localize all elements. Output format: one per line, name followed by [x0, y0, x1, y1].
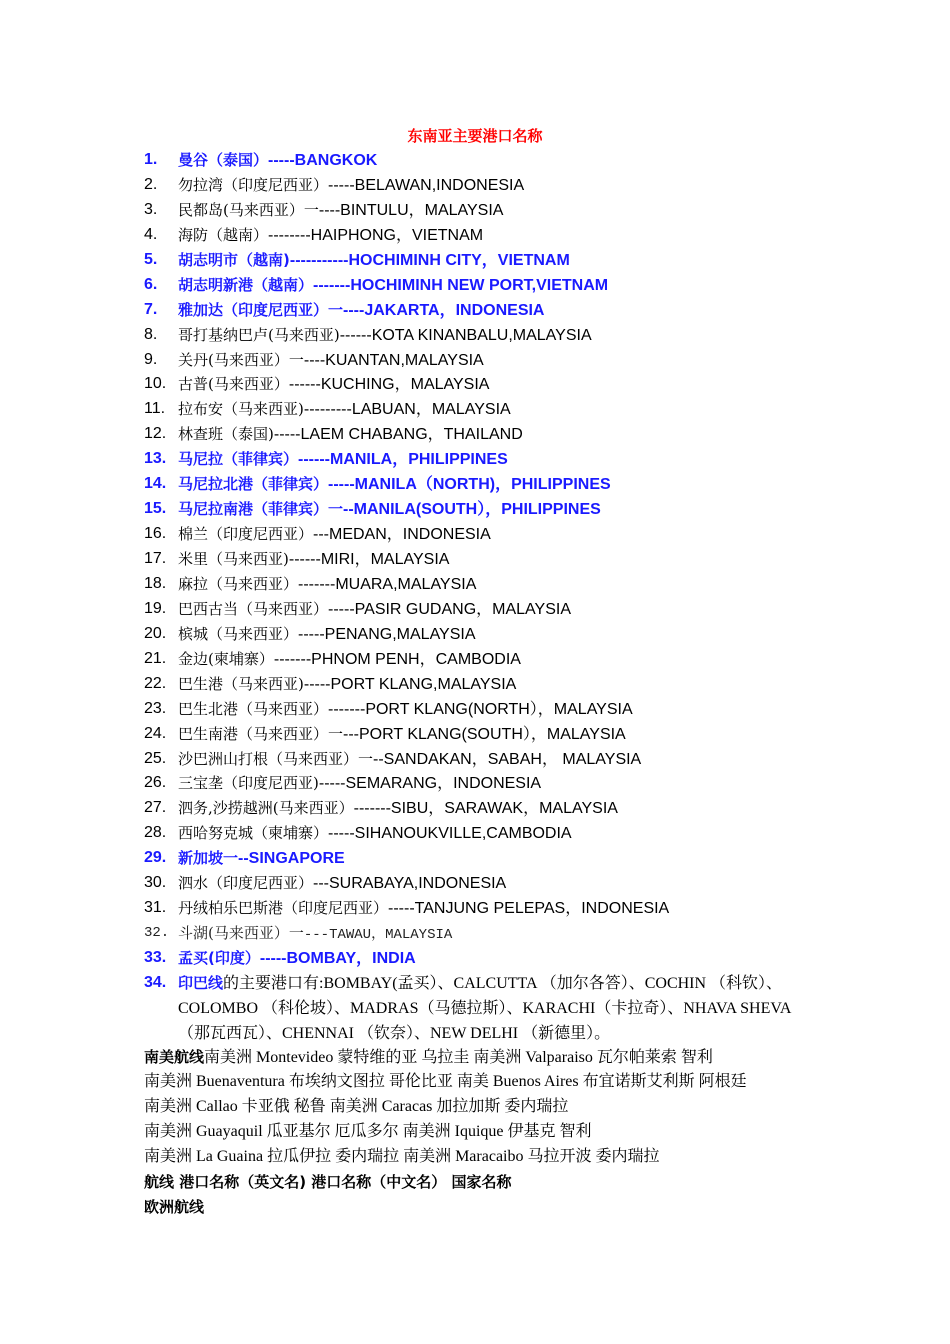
- port-name-en: -----------HOCHIMINH CITY，VIETNAM: [289, 251, 570, 269]
- port-name-zh: 三宝垄（印度尼西亚): [178, 774, 319, 793]
- port-name-en: -----MANILA（NORTH)，PHILIPPINES: [328, 476, 611, 494]
- list-item: [144, 472, 824, 497]
- item-text: [178, 472, 611, 498]
- item-number: 6.: [144, 275, 158, 293]
- item-number: 5.: [144, 250, 158, 268]
- port-name-zh: 民都岛(马来西亚）一: [178, 200, 319, 219]
- item-text: [178, 273, 608, 299]
- item-text: [178, 422, 523, 448]
- item-number: 17.: [144, 550, 167, 567]
- list-item: [144, 497, 824, 522]
- port-name-en: ---PORT KLANG(SOUTH），MALAYSIA: [343, 725, 626, 743]
- route-lines: [144, 1045, 844, 1220]
- port-name-zh: 新加坡一: [178, 849, 239, 868]
- list-item: [144, 447, 824, 472]
- port-name-zh: 泗水（印度尼西亚）: [178, 874, 314, 893]
- item-text: [178, 298, 545, 324]
- list-item: [144, 148, 824, 173]
- port-name-zh: 金边(柬埔寨）: [178, 649, 274, 668]
- route-heading: 印巴线: [178, 973, 224, 992]
- list-item: [144, 622, 824, 647]
- line-text: 南美洲 La Guaina 拉瓜伊拉 委内瑞拉 南美洲 Maracaibo 马拉开波 委内瑞拉: [144, 1147, 660, 1165]
- port-name-en: -------SIBU，SARAWAK，MALAYSIA: [353, 800, 618, 818]
- item-text: [178, 173, 524, 199]
- item-text: [178, 597, 571, 623]
- item-text: [178, 323, 592, 349]
- port-name-zh: 曼谷（泰国）: [178, 151, 269, 169]
- port-name-en: -----BOMBAY，INDIA: [259, 950, 416, 967]
- port-name-en: ----KUANTAN,MALAYSIA: [303, 351, 484, 369]
- list-item: [144, 198, 824, 223]
- port-name-en: ---MEDAN，INDONESIA: [313, 526, 491, 544]
- list-item: [144, 896, 824, 921]
- item-number: 7.: [144, 300, 158, 318]
- port-name-en: ------KUCHING，MALAYSIA: [288, 376, 490, 394]
- item-text: [178, 148, 377, 174]
- port-name-zh: 胡志明市（越南): [178, 250, 290, 269]
- item-text: [178, 846, 345, 872]
- item-text: [178, 771, 541, 797]
- text-line: [144, 1095, 844, 1120]
- port-name-zh: 关丹(马来西亚）一: [178, 350, 304, 369]
- list-item: [144, 372, 824, 397]
- port-name-en: -------PORT KLANG(NORTH），MALAYSIA: [328, 700, 633, 718]
- text-line: [144, 1145, 844, 1170]
- item-number: 13.: [144, 450, 167, 468]
- item-number: 21.: [144, 649, 167, 667]
- port-name-en: ---SURABAYA,INDONESIA: [313, 875, 507, 893]
- item-number: 22.: [144, 674, 167, 692]
- line-text: 南美洲 Buenaventura 布埃纳文图拉 哥伦比亚 南美 Buenos Aires 布宜诺斯艾利斯 阿根廷: [144, 1072, 747, 1090]
- item-text: [178, 348, 484, 374]
- item-number: 2.: [144, 175, 158, 193]
- port-name-zh: 丹绒柏乐巴斯港（印度尼西亚）: [178, 899, 389, 918]
- port-list: [144, 148, 824, 1047]
- port-name-en: --MANILA(SOUTH），PHILIPPINES: [343, 501, 601, 519]
- item-text: [178, 871, 506, 897]
- item-text: [178, 896, 669, 922]
- port-name-zh: 孟买(印度）: [178, 949, 260, 967]
- item-number: 20.: [144, 624, 167, 642]
- port-name-zh: 西哈努克城（柬埔寨）: [178, 824, 329, 843]
- line-text: 南美洲 Guayaquil 瓜亚基尔 厄瓜多尔 南美洲 Iquique 伊基克 智利: [144, 1122, 592, 1140]
- item-text: [178, 946, 416, 972]
- item-text: [178, 622, 476, 648]
- list-item: [144, 946, 824, 971]
- port-name-en: ------MANILA，PHILIPPINES: [298, 451, 508, 469]
- port-name-zh: 麻拉（马来西亚）: [178, 574, 299, 593]
- port-name-zh: 马尼拉（菲律宾）: [178, 450, 299, 469]
- list-item: [144, 821, 824, 846]
- item-text: [178, 223, 483, 249]
- port-name-en: -----PASIR GUDANG，MALAYSIA: [328, 600, 572, 618]
- port-name-zh: 巴生南港（马来西亚）一: [178, 724, 344, 743]
- text-line: [144, 1045, 844, 1070]
- item-number: 23.: [144, 699, 167, 717]
- item-number: 4.: [144, 225, 158, 243]
- item-text: [178, 198, 503, 224]
- item-text: [178, 672, 516, 698]
- port-name-zh: 马尼拉北港（菲律宾）: [178, 475, 329, 494]
- item-number: 24.: [144, 724, 167, 742]
- item-text: [178, 647, 521, 673]
- list-item: [144, 697, 824, 722]
- line-text: 南美洲 Callao 卡亚俄 秘鲁 南美洲 Caracas 加拉加斯 委内瑞拉: [144, 1097, 569, 1115]
- text-line: [144, 1170, 844, 1195]
- route-ports: 的主要港口有:BOMBAY(孟买）、CALCUTTA （加尔各答）、COCHIN （科钦）、COLOMBO （科伦坡）、MADRAS（马德拉斯）、KARACHI（卡拉奇）、NHAVA SHEVA （那瓦西瓦）、CHENNAI （钦奈）、NEW DELHI （新德里）。: [178, 974, 791, 1042]
- item-text: [178, 722, 626, 748]
- port-name-en: ----BINTULU，MALAYSIA: [318, 201, 504, 219]
- port-name-zh: 槟城（马来西亚）: [178, 624, 299, 643]
- item-text: [178, 522, 491, 548]
- item-number: 31.: [144, 899, 167, 917]
- port-name-zh: 哥打基纳巴卢(马来西亚): [178, 325, 340, 344]
- item-number: 26.: [144, 774, 167, 792]
- list-item: [144, 547, 824, 572]
- list-item: [144, 871, 824, 896]
- port-name-en: -------MUARA,MALAYSIA: [298, 575, 477, 593]
- item-number: 27.: [144, 799, 167, 817]
- port-name-en: -----BELAWAN,INDONESIA: [328, 176, 525, 194]
- port-name-en: ------MIRI，MALAYSIA: [288, 551, 450, 568]
- item-number: 30.: [144, 874, 167, 892]
- item-number: 33.: [144, 949, 167, 966]
- item-number: 18.: [144, 574, 167, 592]
- list-item: [144, 672, 824, 697]
- item-number: 9.: [144, 350, 158, 368]
- item-text: [178, 921, 452, 948]
- list-item: [144, 248, 824, 273]
- item-number: 28.: [144, 824, 167, 842]
- port-name-zh: 林查班（泰国): [178, 425, 274, 444]
- list-item: [144, 173, 824, 198]
- section-heading: 南美航线: [144, 1048, 205, 1066]
- text-line: [144, 1195, 844, 1220]
- item-text: [178, 796, 618, 822]
- item-text: [178, 397, 511, 423]
- item-text: [178, 572, 476, 598]
- item-number: 8.: [144, 325, 158, 343]
- list-item: [144, 796, 824, 821]
- list-item: [144, 747, 824, 772]
- list-item: [144, 647, 824, 672]
- port-name-en: ------KOTA KINANBALU,MALAYSIA: [339, 326, 592, 344]
- text-line: [144, 1120, 844, 1145]
- item-number: 3.: [144, 200, 158, 218]
- port-name-en: -----SEMARANG，INDONESIA: [318, 775, 542, 793]
- item-text: [178, 497, 601, 523]
- port-name-en: ---------LABUAN，MALAYSIA: [303, 401, 511, 419]
- item-number: 12.: [144, 425, 167, 443]
- item-number: 10.: [144, 375, 167, 393]
- item-number: 14.: [144, 475, 167, 493]
- item-text: [178, 821, 572, 847]
- port-name-en: -----LAEM CHABANG，THAILAND: [273, 426, 523, 444]
- port-name-en: -----TANJUNG PELEPAS，INDONESIA: [388, 900, 670, 918]
- list-item: [144, 522, 824, 547]
- port-name-zh: 古普(马来西亚）: [178, 375, 289, 394]
- list-item: [144, 597, 824, 622]
- port-name-zh: 斗湖(马来西亚）一: [178, 924, 304, 943]
- port-name-en: -------PHNOM PENH，CAMBODIA: [273, 650, 521, 668]
- item-number: 1.: [144, 151, 158, 168]
- line-text: 南美洲 Montevideo 蒙特维的亚 乌拉圭 南美洲 Valparaiso 瓦尔帕莱索 智利: [204, 1049, 713, 1066]
- item-text: [178, 372, 489, 398]
- list-item: [144, 348, 824, 373]
- item-number: 19.: [144, 599, 167, 617]
- port-name-en: -----PORT KLANG,MALAYSIA: [303, 675, 517, 693]
- port-name-en: --SINGAPORE: [238, 850, 345, 868]
- item-number: 34.: [144, 973, 167, 991]
- list-item: [144, 223, 824, 248]
- port-name-en: --SANDAKAN，SABAH， MALAYSIA: [373, 750, 642, 768]
- item-text: [178, 248, 570, 274]
- item-number: 11.: [144, 400, 166, 418]
- list-item: [144, 722, 824, 747]
- port-name-zh: 泗务,沙捞越洲(马来西亚）: [178, 799, 354, 818]
- list-item: [144, 298, 824, 323]
- list-item: [144, 846, 824, 871]
- item-number: 29.: [144, 849, 167, 867]
- page-title: 东南亚主要港口名称: [407, 127, 543, 145]
- port-name-zh: 海防（越南）: [178, 225, 269, 244]
- port-name-zh: 勿拉湾（印度尼西亚）: [178, 175, 329, 194]
- list-item: [144, 273, 824, 298]
- list-item: [144, 771, 824, 796]
- port-name-zh: 雅加达（印度尼西亚）一: [178, 300, 344, 319]
- item-text: [178, 447, 508, 473]
- item-text: [178, 697, 633, 723]
- list-item: [144, 323, 824, 348]
- port-name-zh: 棉兰（印度尼西亚）: [178, 525, 314, 544]
- list-item: [144, 971, 824, 1047]
- item-number: 16.: [144, 525, 167, 543]
- port-name-en: -------HOCHIMINH NEW PORT,VIETNAM: [313, 276, 609, 294]
- item-text: [178, 747, 641, 773]
- item-number: 32.: [144, 925, 170, 942]
- item-number: 15.: [144, 500, 167, 518]
- port-name-zh: 拉布安（马来西亚): [178, 400, 304, 419]
- port-name-zh: 马尼拉南港（菲律宾）一: [178, 500, 344, 519]
- port-name-zh: 巴生港（马来西亚): [178, 674, 304, 693]
- port-name-zh: 胡志明新港（越南）: [178, 275, 314, 294]
- port-name-zh: 沙巴洲山打根（马来西亚）一: [178, 749, 374, 768]
- section-heading: 欧洲航线: [144, 1197, 205, 1216]
- port-name-en: --------HAIPHONG，VIETNAM: [268, 226, 484, 244]
- item-number: 25.: [144, 749, 167, 767]
- list-item: [144, 422, 824, 447]
- port-name-en: -----PENANG,MALAYSIA: [298, 625, 476, 643]
- list-item: [144, 397, 824, 422]
- port-name-zh: 巴生北港（马来西亚）: [178, 699, 329, 718]
- port-name-en: -----BANGKOK: [268, 152, 378, 169]
- item-text: [178, 971, 824, 1047]
- port-name-en: -----SIHANOUKVILLE,CAMBODIA: [328, 825, 572, 843]
- port-name-en: ---TAWAU，MALAYSIA: [303, 927, 453, 944]
- port-name-en: ----JAKARTA，INDONESIA: [343, 301, 545, 319]
- item-text: [178, 547, 449, 573]
- section-heading: 航线 港口名称（英文名) 港口名称（中文名） 国家名称: [144, 1172, 512, 1191]
- port-name-zh: 米里（马来西亚): [178, 550, 289, 568]
- port-name-zh: 巴西古当（马来西亚）: [178, 599, 329, 618]
- list-item: [144, 921, 824, 946]
- text-line: [144, 1070, 844, 1095]
- list-item: [144, 572, 824, 597]
